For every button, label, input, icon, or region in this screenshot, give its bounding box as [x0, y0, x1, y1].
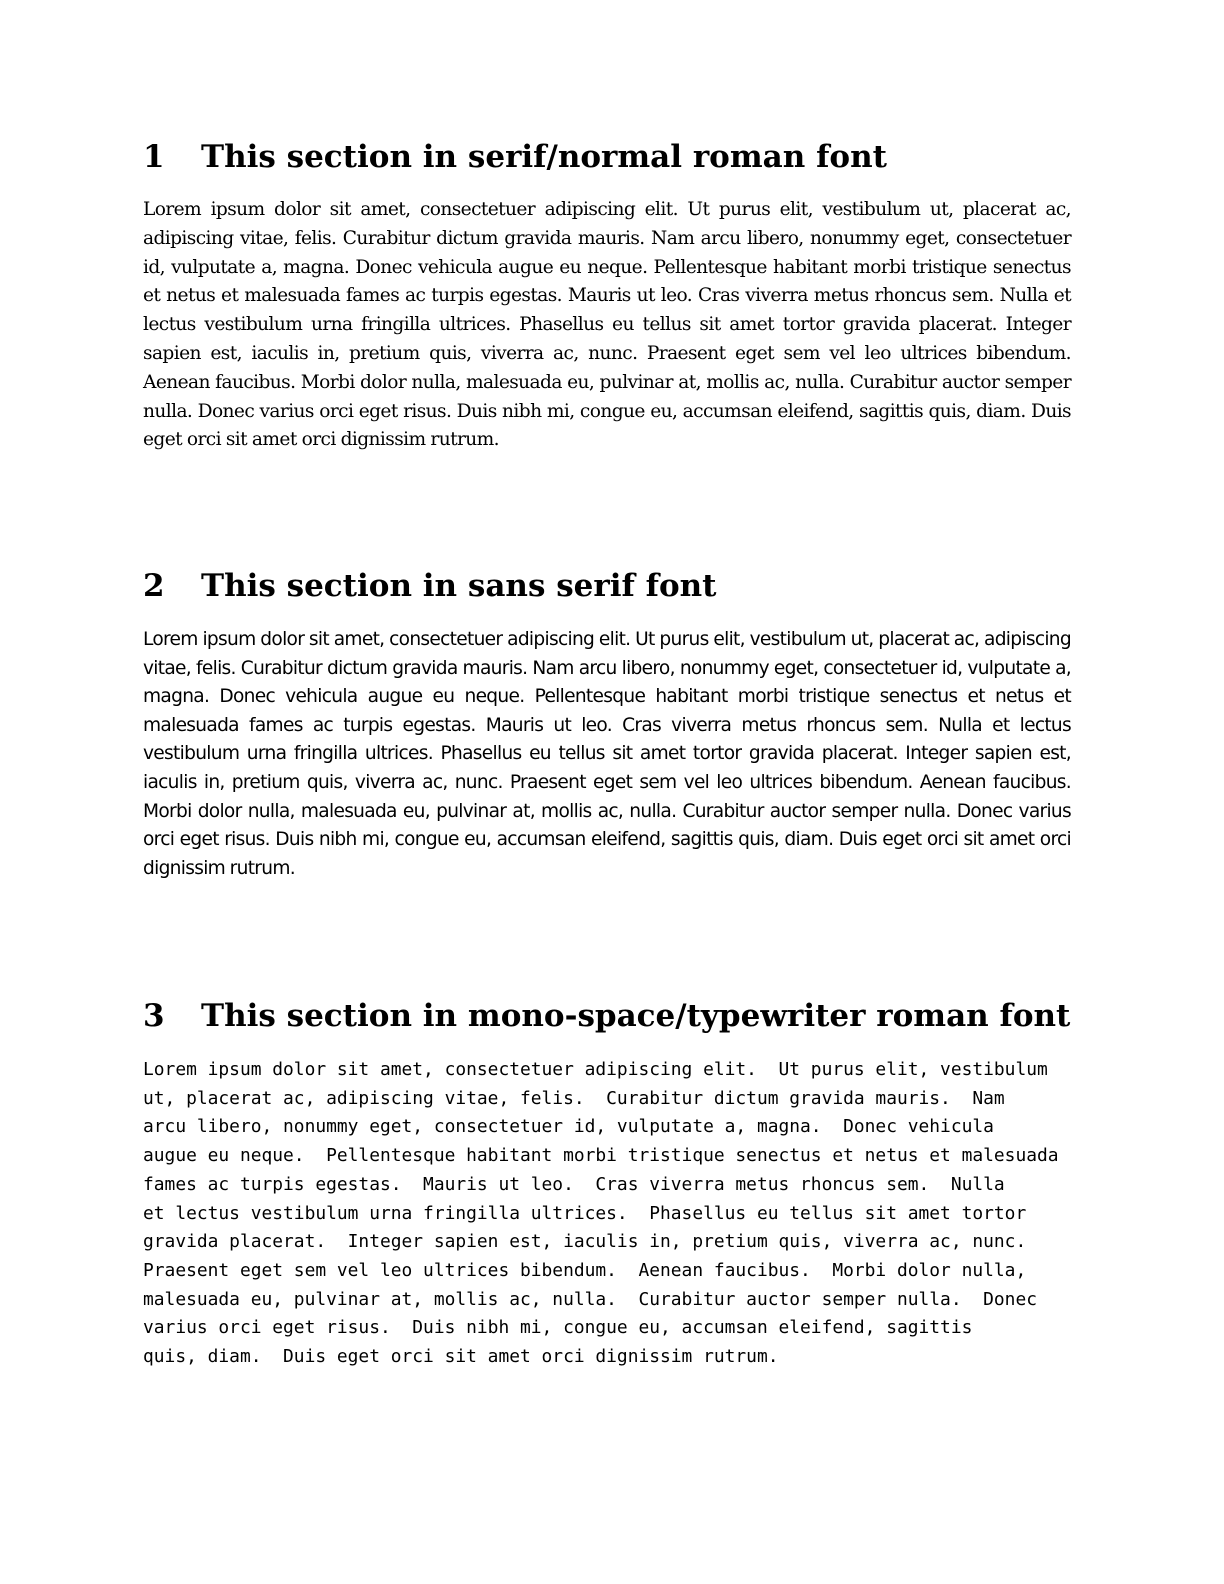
section-title: This section in serif/normal roman font [201, 139, 887, 175]
section-sans [143, 566, 1071, 883]
section-body-serif: Lorem ipsum dolor sit amet, consectetuer adipiscing elit. Ut purus elit, vestibulum ut, placerat ac, adipiscing vitae, felis. Curabitur dictum gravida mauris. Nam arcu libero, nonummy eget, consectetuer id, vulputate a, magna. Donec vehicula augue eu neque. Pellentesque habitant morbi tristique senectus et netus et malesuada fames ac turpis egestas. Mauris ut leo. Cras viverra metus rhoncus sem. Nulla et lectus vestibulum urna fringilla ultrices. Phasellus eu tellus sit amet tortor gravida placerat. Integer sapien est, iaculis in, pretium quis, viverra ac, nunc. Praesent eget sem vel leo ultrices bibendum. Aenean faucibus. Morbi dolor nulla, malesuada eu, pulvinar at, mollis ac, nulla. Curabitur auctor semper nulla. Donec varius orci eget risus. Duis nibh mi, congue eu, accumsan eleifend, sagittis quis, diam. Duis eget orci sit amet orci dignissim rutrum. [143, 199, 1071, 451]
section-title: This section in sans serif font [201, 568, 717, 604]
section-number: 1 [143, 139, 165, 175]
section-body-sans: Lorem ipsum dolor sit amet, consectetuer adipiscing elit. Ut purus elit, vestibulum ut, placerat ac, adipiscing vitae, felis. Curabitur dictum gravida mauris. Nam arcu libero, nonummy eget, consectetuer id, vulputate a, magna. Donec vehicula augue eu neque. Pellentesque habitant morbi tristique senectus et netus et malesuada fames ac turpis egestas. Mauris ut leo. Cras viverra metus rhoncus sem. Nulla et lectus vestibulum urna fringilla ultrices. Phasellus eu tellus sit amet tortor gravida placerat. Integer sapien est, iaculis in, pretium quis, viverra ac, nunc. Praesent eget sem vel leo ultrices bibendum. Aenean faucibus. Morbi dolor nulla, malesuada eu, pulvinar at, mollis ac, nulla. Curabitur auctor semper nulla. Donec varius orci eget risus. Duis nibh mi, congue eu, accumsan eleifend, sagittis quis, diam. Duis eget orci sit amet orci dignissim rutrum. [143, 629, 1071, 879]
section-heading [143, 137, 1071, 177]
section-title: This section in mono-space/typewriter roman font [201, 998, 1071, 1034]
section-body-mono: Lorem ipsum dolor sit amet, consectetuer adipiscing elit. Ut purus elit, vestibulum ut, placerat ac, adipiscing vitae, felis. Curabitur dictum gravida mauris. Nam arcu libero, nonummy eget, consectetuer id, vulputate a, magna. Donec vehicula augue eu neque. Pellentesque habitant morbi tristique senectus et netus et malesuada fames ac turpis egestas. Mauris ut leo. Cras viverra metus rhoncus sem. Nulla et lectus vestibulum urna fringilla ultrices. Phasellus eu tellus sit amet tortor gravida placerat. Integer sapien est, iaculis in, pretium quis, viverra ac, nunc. Praesent eget sem vel leo ultrices bibendum. Aenean faucibus. Morbi dolor nulla, malesuada eu, pulvinar at, mollis ac, nulla. Curabitur auctor semper nulla. Donec varius orci eget risus. Duis nibh mi, congue eu, accumsan eleifend, sagittis quis, diam. Duis eget orci sit amet orci dignissim rutrum. [143, 1059, 1059, 1368]
section-number: 3 [143, 998, 165, 1034]
section-heading [143, 566, 1071, 606]
section-mono [143, 996, 1183, 1372]
section-heading [143, 996, 1183, 1036]
section-number: 2 [143, 568, 165, 604]
section-serif [143, 137, 1071, 455]
